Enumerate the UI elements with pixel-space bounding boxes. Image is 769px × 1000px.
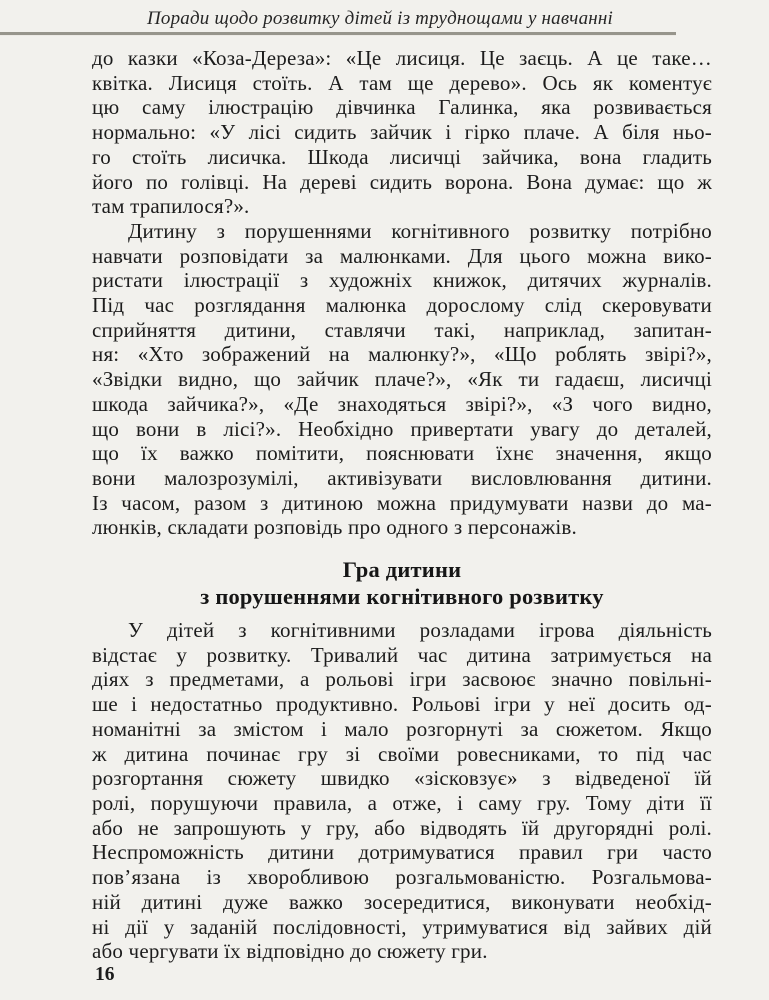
text-line: шкода зайчика?», «Де знаходяться звірі?», «З чого видно, (92, 391, 712, 416)
text-line: ня: «Хто зображений на малюнку?», «Що роблять звірі?», (92, 342, 712, 367)
text-line: пов’язана із хворобливою розгальмованістю. Розгальмова- (92, 865, 712, 890)
text-line: ристати ілюстрації з художніх книжок, дитячих журналів. (92, 268, 712, 293)
text-line: Дитину з порушеннями когнітивного розвитку потрібно (128, 218, 712, 243)
header-rule (0, 32, 676, 36)
text-line: нормально: «У лісі сидить зайчик і гірко плаче. А біля ньо- (92, 120, 712, 145)
text-line: ні дії у заданій послідовності, утримуватися від зайвих дій (92, 914, 712, 939)
text-line: У дітей з когнітивними розладами ігрова діяльність (128, 618, 712, 643)
text-line: «Звідки видно, що зайчик плаче?», «Як ти гадаєш, лисичці (92, 367, 712, 392)
text-line: навчати розповідати за малюнками. Для цього можна вико- (92, 243, 712, 268)
page-body (92, 46, 712, 964)
paragraph-play-development (92, 618, 712, 964)
text-line: ж дитина починає гру зі своїми ровесниками, то під час (92, 741, 712, 766)
text-line: ній дитині дуже важко зосередитися, виконувати необхід- (92, 889, 712, 914)
text-line: номанітні за змістом і мало розгорнуті за сюжетом. Якщо (92, 716, 712, 741)
text-line: квітка. Лисиця стоїть. А там ще дерево». Ось як коментує (92, 70, 712, 95)
text-line: Із часом, разом з дитиною можна придумувати назви до ма- (92, 490, 712, 515)
text-line: що вони в лісі?». Необхідно привертати увагу до деталей, (92, 416, 712, 441)
section-heading (92, 556, 712, 610)
text-line: його по голівці. На дереві сидить ворона. Вона думає: що ж (92, 169, 712, 194)
text-line: що їх важко помітити, пояснювати їхнє значення, якщо (92, 441, 712, 466)
text-line: ролі, порушуючи правила, а отже, і саму гру. Тому діти її (92, 790, 712, 815)
text-line: там трапилося?». (92, 194, 250, 219)
text-line: сприйняття дитини, ставлячи такі, наприклад, запитан- (92, 317, 712, 342)
text-line: відстає у розвитку. Тривалий час дитина затримується на (92, 642, 712, 667)
text-line: до казки «Коза-Дереза»: «Це лисиця. Це заєць. А це таке… (92, 46, 712, 70)
paragraph-teaching-with-pictures (92, 219, 712, 540)
section-heading-line2: з порушеннями когнітивного розвитку (200, 584, 604, 610)
text-line: го стоїть лисичка. Шкода лисичці зайчика, вона гладить (92, 144, 712, 169)
text-line: ше і недостатньо продуктивно. Рольові ігри у неї досить од- (92, 692, 712, 717)
text-line: Під час розглядання малюнка дорослому слід скеровувати (92, 293, 712, 318)
text-line: Неспроможність дитини дотримуватися правил гри часто (92, 840, 712, 865)
section-heading-line1: Гра дитини (342, 557, 462, 583)
paragraph-illustration-comments (92, 46, 712, 219)
text-line: розгортання сюжету швидко «зісковзує» з відведеної їй (92, 766, 712, 791)
text-line: цю саму ілюстрацію дівчинка Галинка, яка розвивається (92, 95, 712, 120)
text-line: або не запрошують у гру, або відводять їй другорядні ролі. (92, 815, 712, 840)
text-line: люнків, складати розповідь про одного з персонажів. (92, 515, 577, 540)
text-line: або чергувати їх відповідно до сюжету гри. (92, 939, 488, 964)
running-header: Поради щодо розвитку дітей із труднощами у навчанні (146, 8, 614, 29)
text-line: вони малозрозумілі, активізувати висловлювання дитини. (92, 465, 712, 490)
text-line: діях з предметами, а рольові ігри засвоює значно повільні- (92, 667, 712, 692)
page-number: 16 (95, 964, 115, 985)
